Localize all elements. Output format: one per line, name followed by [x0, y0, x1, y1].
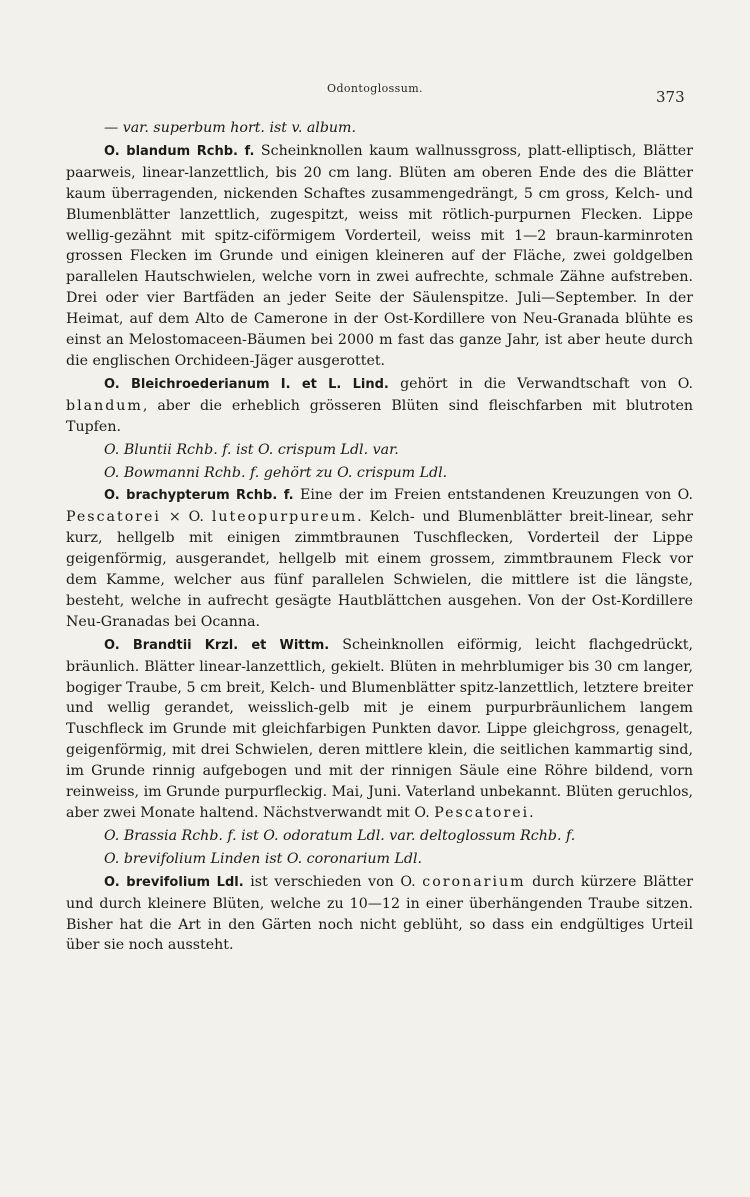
page-number: 373	[656, 88, 685, 106]
entry-brandtii: O. Brandtii Krzl. et Wittm. Scheinknollen eiförmig, leicht flachgedrückt, bräunlich. Blätter linear-lanzettlich, gekielt. Blüten in mehrblumiger bis 30 cm langer, bogiger Traube, 5 cm breit, Kelch- und Blumenblätter spitz-lanzettlich, letztere breiter und wellig gerandet, weisslich-gelb mit je einem purpurbräunlichem langem Tuschfleck im Grunde mit gleichfarbigen Punkten davor. Lippe gleichgross, genagelt, geigenförmig, mit drei Schwielen, deren mittlere klein, die seitlichen kammartig sind, im Grunde rinnig aufgebogen und mit der rinnigen Säule eine Röhre bildend, vorn reinweiss, im Grunde purpurfleckig. Mai, Juni. Vaterland unbekannt. Blüten geruchlos, aber zwei Monate haltend. Nächstverwandt mit O. Pescatorei.	[66, 636, 693, 821]
entry-blandum: O. blandum Rchb. f. Scheinknollen kaum wallnussgross, platt-elliptisch, Blätter paarweis, linear-lanzettlich, bis 20 cm lang. Blüten am oberen Ende des die Blätter kaum überragenden, nickenden Schaftes zusammengedrängt, 5 cm gross, Kelch- und Blumenblätter lanzettlich, zugespitzt, weiss mit rötlich-purpurnen Flecken. Lippe wellig-gezähnt mit spitz-ciförmigem Vorderteil, weiss mit 1—2 braun-karminroten grossen Flecken im Grunde und einigen kleineren auf der Fläche, zwei goldgelben parallelen Hautschwielen, welche vorn in zwei aufrechte, schmale Zähne aufstreben. Drei oder vier Bartfäden an jeder Seite der Säulenspitze. Juli—September. In der Heimat, auf dem Alto de Camerone in der Ost-Kordillere von Neu-Granada blühte es einst an Melostomaceen-Bäumen bei 2000 m fast das ganze Jahr, ist aber heute durch die englischen Orchideen-Jäger ausgerottet.	[66, 142, 693, 369]
entry-brachypterum: O. brachypterum Rchb. f. Eine der im Freien entstandenen Kreuzungen von O. Pescatorei × O. luteopurpureum. Kelch- und Blumenblätter breit-linear, sehr kurz, hellgelb mit einigen zimmtbraunen Tuschflecken, Vorderteil der Lippe geigenförmig, ausgerandet, hellgelb mit einem grossem, zimmtbraunem Fleck vor dem Kamme, welcher aus fünf parallelen Schwielen, die mittlere ist die längste, besteht, welche in aufrecht gesägte Hautblättchen ausgehen. Von der Ost-Kordillere Neu-Granadas bei Ocanna.	[66, 487, 693, 630]
entry-brassia: O. Brassia Rchb. f. ist O. odoratum Ldl. var. deltoglossum Rchb. f.	[104, 827, 576, 844]
running-title: Odontoglossum.	[327, 82, 423, 95]
entry-bowmanni: O. Bowmanni Rchb. f. gehört zu O. crispum Ldl.	[104, 464, 448, 481]
entry-brevifolium-ldl: O. brevifolium Ldl. ist verschieden von O. coronarium durch kürzere Blätter und durch kleinere Blüten, welche zu 10—12 in einer überhängenden Traube sitzen. Bisher hat die Art in den Gärten noch nicht geblüht, so dass ein endgültiges Urteil über sie noch aussteht.	[66, 873, 693, 954]
entry-brevifolium-linden: O. brevifolium Linden ist O. coronarium Ldl.	[104, 850, 423, 867]
entry-bleichroederianum: O. Bleichroederianum I. et L. Lind. gehört in die Verwandtschaft von O. blandum, aber die erheblich grösseren Blüten sind fleischfarben mit blutroten Tupfen.	[66, 375, 694, 435]
body-text	[66, 118, 693, 958]
entry-var-superbum: — var. superbum hort. ist v. album.	[104, 120, 357, 136]
species-name: O. blandum Rchb. f.	[104, 143, 255, 159]
entry-bluntii: O. Bluntii Rchb. f. ist O. crispum Ldl. var.	[104, 441, 399, 458]
species-name: O. brachypterum Rchb. f.	[104, 488, 294, 504]
species-name: O. Bleichroederianum I. et L. Lind.	[104, 376, 389, 392]
species-name: O. Brandtii Krzl. et Wittm.	[104, 637, 330, 653]
species-name: O. brevifolium Ldl.	[104, 874, 244, 890]
